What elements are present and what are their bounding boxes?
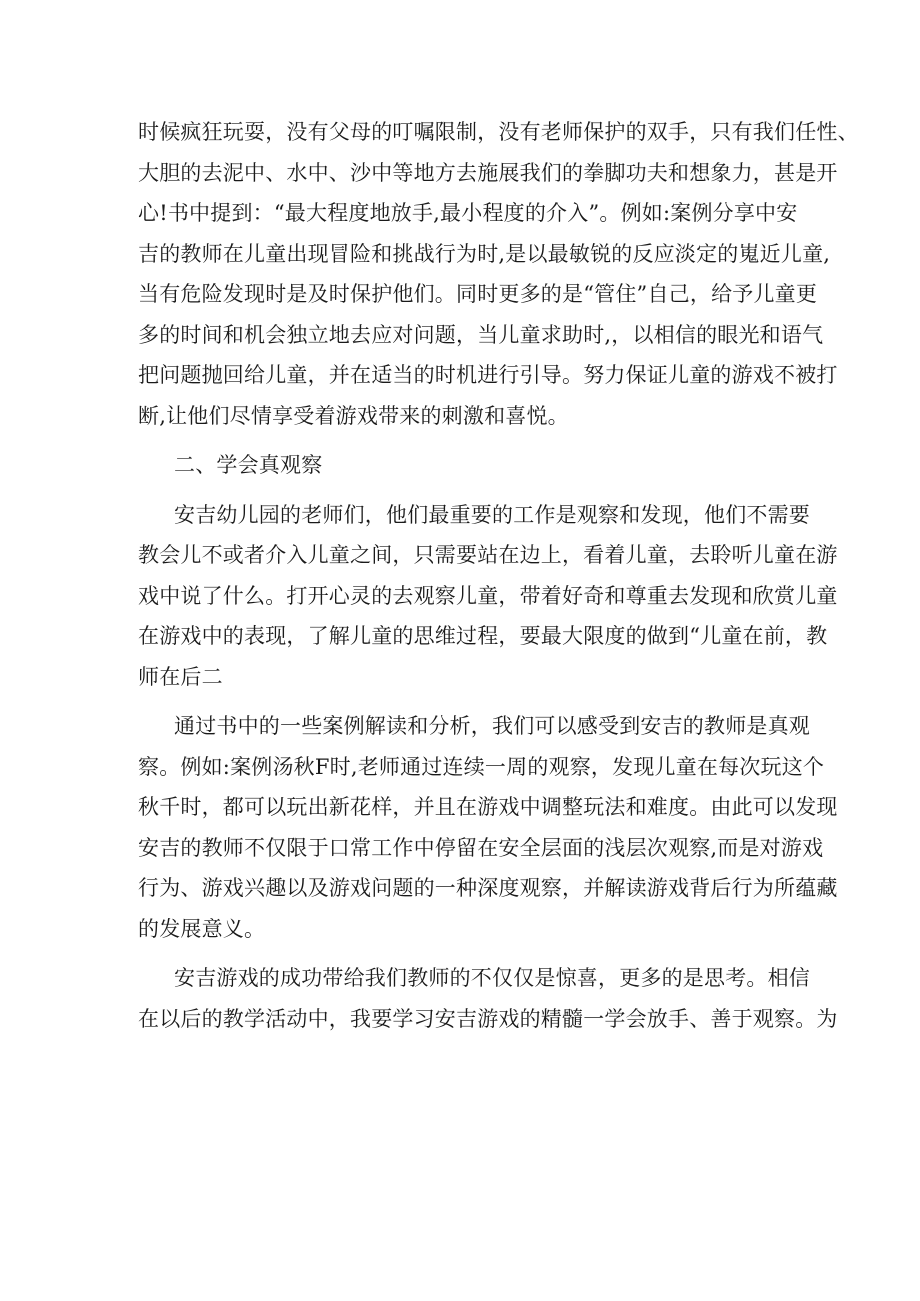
paragraph-4 <box>138 958 838 1039</box>
text-line: 戏中说了什么。打开心灵的去观察儿童，带着好奇和尊重去发现和欣赏儿童 <box>138 583 838 608</box>
text-line: 安吉的教师不仅限于口常工作中停留在安全层面的浅层次观察,而是对游戏 <box>138 835 824 860</box>
paragraph-gap <box>138 697 798 706</box>
paragraph-gap <box>138 486 798 495</box>
text-line: 安吉幼儿园的老师们，他们最重要的工作是观察和发现，他们不需要 <box>174 502 810 527</box>
text-line: 在以后的教学活动中，我要学习安吉游戏的精髓一学会放手、善于观察。为 <box>138 1006 838 1031</box>
paragraph-1 <box>138 112 859 436</box>
text-line: 在游戏中的表现，了解儿童的思维过程，要最大限度的做到“儿童在前，教 <box>138 624 828 648</box>
text-line: 安吉游戏的成功带给我们教师的不仅仅是惊喜，更多的是思考。相信 <box>174 966 810 990</box>
text-line: 多的时间和机会独立地去应对问题，当儿童求助时,，以相信的眼光和语气 <box>138 322 824 347</box>
text-line: 吉的教师在儿童出现冒险和挑战行为时,是以最敏锐的反应淡定的嵬近儿童, <box>138 241 831 266</box>
text-line: 教会儿不或者介入儿童之间，只需要站在边上，看着儿童，去聆听儿童在游 <box>138 543 838 567</box>
text-line: 时候疯狂玩耍，没有父母的叮嘱限制，没有老师保护的双手，只有我们任性、 <box>138 120 859 144</box>
text-line: 的发展意义。 <box>138 916 266 941</box>
heading-text: 二、学会真观察 <box>174 453 323 477</box>
text-line: 把问题抛回给儿童，并在适当的时机进行引导。努力保证儿童的游戏不被打 <box>138 363 838 387</box>
text-line: 断,让他们尽情享受着游戏带来的刺激和喜悦。 <box>138 403 569 428</box>
paragraph-gap <box>138 949 798 958</box>
text-line: 秋千时，都可以玩出新花样，并且在游戏中调整玩法和难度。由此可以发现 <box>138 795 838 819</box>
paragraph-2 <box>138 495 838 698</box>
text-line: 行为、游戏兴趣以及游戏问题的一种深度观察，并解读游戏背后行为所蕴藏 <box>138 876 838 900</box>
text-line: 当有危险发现时是及时保护他们。同时更多的是“管住”自己，给予儿童更 <box>138 282 818 306</box>
text-line: 察。例如:案例汤秋F时,老师通过连续一周的观察，发现儿童在每次玩这个 <box>138 754 825 779</box>
text-line: 心!书中提到：“最大程度地放手,最小程度的介入”。例如:案例分享中安 <box>138 201 798 225</box>
document-body <box>138 112 859 1039</box>
text-line: 大胆的去泥中、水中、沙中等地方去施展我们的拳脚功夫和想象力，甚是开 <box>138 160 838 185</box>
paragraph-3 <box>138 706 838 949</box>
paragraph-gap <box>138 436 798 445</box>
text-line: 师在后二 <box>138 664 223 689</box>
section-heading <box>138 445 798 486</box>
text-line: 通过书中的一些案例解读和分析，我们可以感受到安吉的教师是真观 <box>174 714 810 738</box>
